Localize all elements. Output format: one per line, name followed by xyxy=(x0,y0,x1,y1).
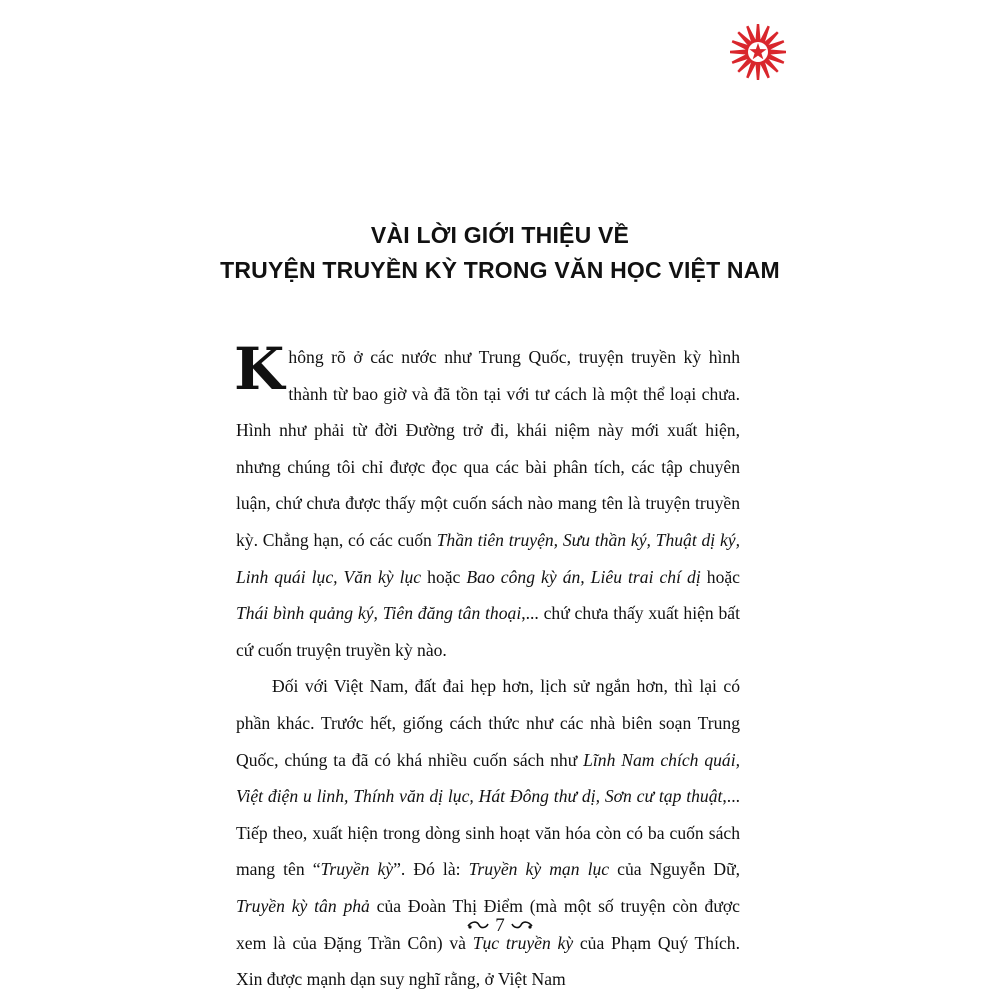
paragraph-2-italic-5: Tục truyền kỳ xyxy=(472,932,574,953)
drop-cap: K xyxy=(234,335,285,403)
paragraph-2-text-3: ”. Đó là: xyxy=(393,859,469,880)
paragraph-1-italic-3: Thái bình quảng ký, Tiên đăng tân thoại xyxy=(236,603,522,624)
chapter-title-line-1: VÀI LỜI GIỚI THIỆU VỀ xyxy=(370,222,630,248)
paragraph-2-italic-3: Truyền kỳ mạn lục xyxy=(468,859,610,880)
paragraph-2 xyxy=(236,668,740,997)
paragraph-1 xyxy=(234,335,740,668)
body-text xyxy=(234,335,741,998)
chapter-title-line-2: TRUYỆN TRUYỀN KỲ TRONG VĂN HỌC VIỆT NAM xyxy=(220,257,780,283)
paragraph-1-text-1: hông rõ ở các nước như Trung Quốc, truyện truyền kỳ hình thành từ bao giờ và đã tồn tại với tư cách là một thể loại chưa. Hình như phải từ đời Đường trở đi, khái niệm này mới xuất hiện, nhưng chúng tôi chỉ được đọc qua các bài phân tích, các tập chuyên luận, chứ chưa được thấy một cuốn sách nào mang tên là truyện truyền kỳ. Chẳng hạn, có các cuốn xyxy=(236,347,740,550)
paragraph-1-text-2: hoặc xyxy=(421,566,467,587)
paragraph-1-italic-1: Thần tiên truyện, Sưu thần ký, Thuật dị ký, Linh quái lục, Văn kỳ lục xyxy=(236,529,740,587)
flourish-left-icon xyxy=(466,915,490,937)
paragraph-1-text-3: hoặc xyxy=(700,566,740,587)
chapter-title xyxy=(0,218,1000,288)
paragraph-2-text-2: ,... Tiếp theo, xuất hiện trong dòng sinh hoạt văn hóa còn có ba cuốn sách mang tên “ xyxy=(236,786,740,880)
paragraph-2-text-4: của Nguyễn Dữ, xyxy=(609,859,741,880)
page-number-footer xyxy=(0,914,1000,937)
paragraph-2-italic-4: Truyền kỳ tân phả xyxy=(236,895,370,916)
paragraph-2-text-1: Đối với Việt Nam, đất đai hẹp hơn, lịch sử ngắn hơn, thì lại có phần khác. Trước hết, giống cách thức như các nhà biên soạn Trung Quốc, chúng ta đã có khá nhiều cuốn sách như xyxy=(236,676,740,770)
paragraph-1-italic-2: Bao công kỳ án, Liêu trai chí dị xyxy=(466,566,701,587)
page-number: 7 xyxy=(495,914,505,936)
paragraph-2-text-5: của Đoàn Thị Điểm (mà một số truyện còn được xem là của Đặng Trần Côn) và xyxy=(236,895,740,953)
paragraph-2-text-6: của Phạm Quý Thích. Xin được mạnh dạn suy nghĩ rằng, ở Việt Nam xyxy=(236,932,740,990)
paragraph-2-italic-1: Lĩnh Nam chích quái, Việt điện u linh, Thính văn dị lục, Hát Đông thư dị, Sơn cư tạp thuật xyxy=(236,749,740,807)
paragraph-1-text-4: ,... chứ chưa thấy xuất hiện bất cứ cuốn truyện truyền kỳ nào. xyxy=(236,603,740,660)
paragraph-2-italic-2: Truyền kỳ xyxy=(320,859,394,880)
publisher-logo-icon xyxy=(728,22,788,82)
flourish-right-icon xyxy=(510,915,534,937)
